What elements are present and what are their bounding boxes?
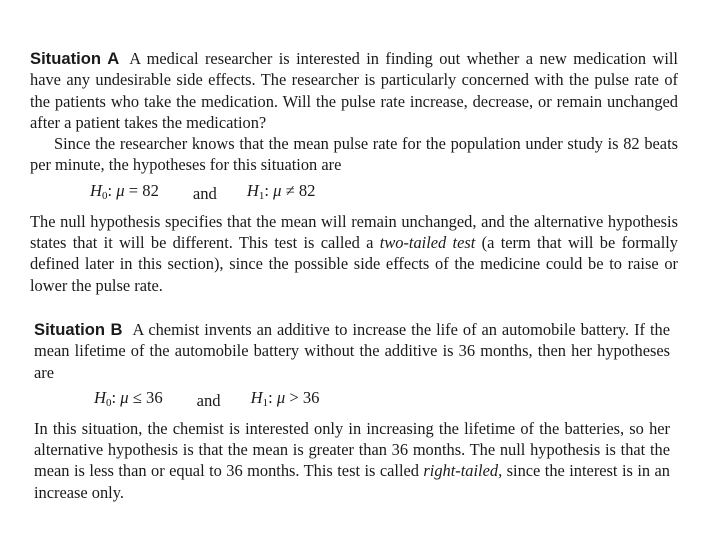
situation-a-section bbox=[30, 48, 678, 296]
situation-b-heading: Situation B bbox=[34, 320, 123, 339]
hypothesis-connector: and bbox=[196, 390, 221, 410]
two-tailed-term: two-tailed test bbox=[379, 233, 476, 253]
null-hypothesis: $H_0$: μ = 82 bbox=[90, 180, 159, 202]
situation-a-paragraph-2: Since the researcher knows that the mean pulse rate for the population under study is 82 beats per minute, the hypotheses for this situation are bbox=[30, 134, 678, 175]
null-hypothesis: $H_0$: μ ≤ 36 bbox=[94, 387, 163, 409]
situation-b-hypotheses bbox=[34, 383, 670, 418]
situation-a-heading: Situation A bbox=[30, 49, 120, 68]
situation-b-paragraph-2: In this situation, the chemist is interested only in increasing the lifetime of the batteries, so her alternative hypothesis is that the mean is greater than 36 months. The null hypothesis is that the mean is less than or equal to 36 months. This test is called right-tailed, since the interest is in an increase only. bbox=[34, 418, 670, 502]
hypothesis-connector: and bbox=[192, 183, 217, 203]
situation-b-section bbox=[34, 319, 670, 503]
situation-a-paragraph-3: The null hypothesis specifies that the mean will remain unchanged, and the alternative hypothesis states that it will be different. This test is called a two-tailed test (a term that will be formally defined later in this section), since the possible side effects of the medicine could be to raise or lower the pulse rate. bbox=[30, 211, 679, 295]
situation-a-intro: Situation A A medical researcher is interested in finding out whether a new medication will have any undesirable side effects. The researcher is particularly concerned with the pulse rate of the patients who take the medication. Will the pulse rate increase, decrease, or remain unchanged after a patient takes the medication? bbox=[30, 49, 678, 132]
right-tailed-term: right-tailed, bbox=[423, 461, 503, 481]
situation-a-hypotheses bbox=[30, 176, 678, 211]
alternative-hypothesis: $H_1$: μ > 36 bbox=[250, 387, 320, 409]
alternative-hypothesis: $H_1$: μ ≠ 82 bbox=[246, 180, 316, 202]
situation-b-intro: Situation B A chemist invents an additive to increase the life of an automobile battery. If the mean lifetime of the automobile battery without the additive is 36 months, then her hypotheses are bbox=[34, 320, 670, 382]
